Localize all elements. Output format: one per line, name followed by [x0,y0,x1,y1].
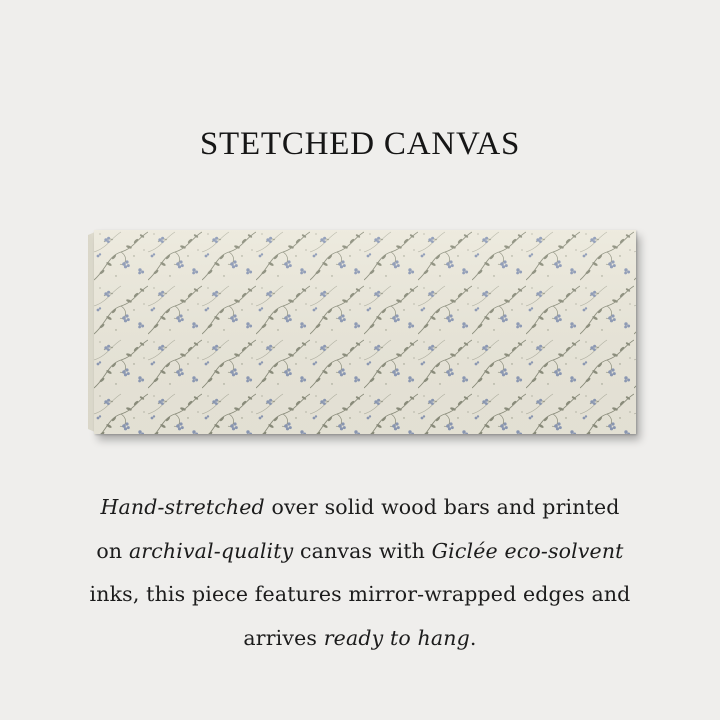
description-line-3 [40,573,680,617]
canvas-front [94,230,636,434]
floral-pattern [94,230,636,434]
canvas-print-image [88,230,636,434]
page-title: STETCHED CANVAS [199,126,521,162]
description-text: . [469,625,477,650]
description-emphasis: archival-quality [128,538,294,563]
description-text: on [96,538,129,563]
description-line-2 [40,530,680,574]
description-line-4 [40,617,680,661]
description-text: arrives [243,625,324,650]
description-emphasis: Giclée eco-solvent [431,538,624,563]
description-emphasis: Hand-stretched [100,495,265,519]
description-text: canvas with [293,538,432,563]
description-text: over solid wood bars and printed [264,495,620,519]
product-description [40,486,680,660]
description-emphasis: ready to hang [323,625,470,650]
description-text: inks, this piece features mirror-wrapped edges and [89,582,631,606]
description-line-1 [40,486,680,530]
